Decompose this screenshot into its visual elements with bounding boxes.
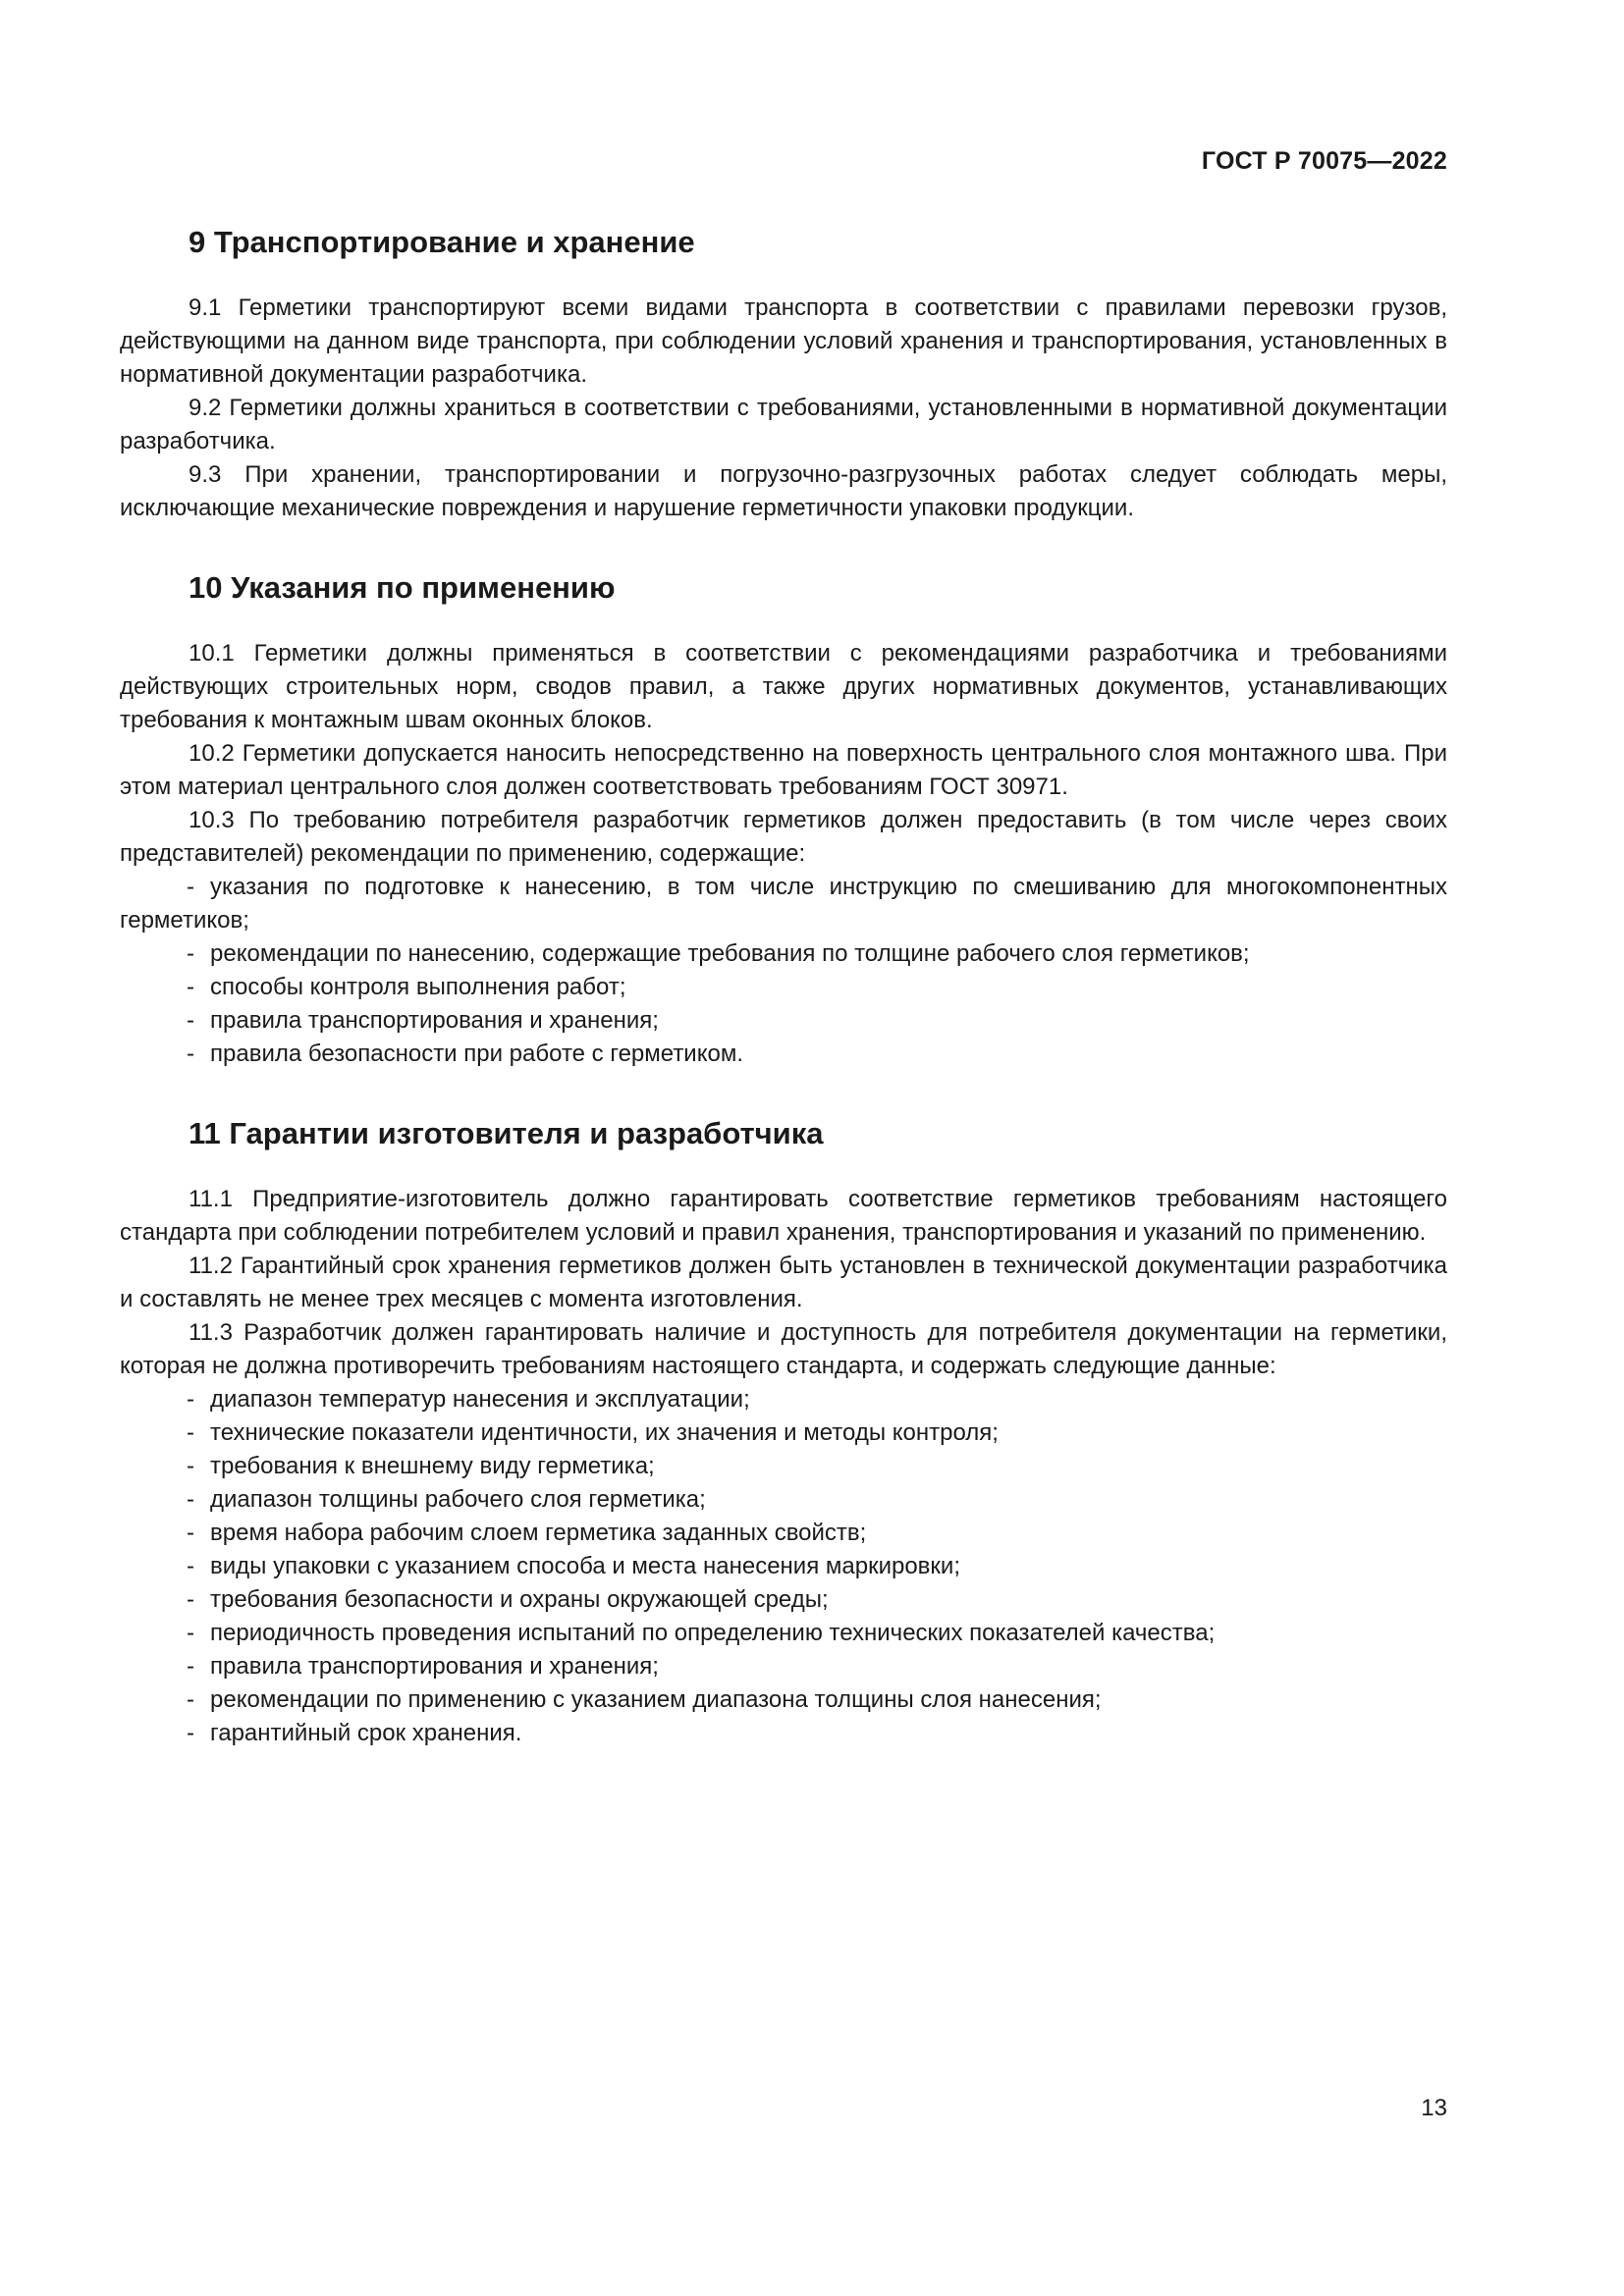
list-item: - технические показатели идентичности, их значения и методы контроля; xyxy=(187,1419,999,1446)
paragraph-9-1: 9.1 Герметики транспортируют всеми видами транспорта в соответствии с правилами перевозки грузов, действующими на данном виде транспорта, при соблюдении условий хранения и транспортирования, установленных в нормативной документации разработчика. xyxy=(120,294,1447,388)
list-item: - виды упаковки с указанием способа и места нанесения маркировки; xyxy=(187,1553,960,1579)
paragraph-11-1: 11.1 Предприятие-изготовитель должно гарантировать соответствие герметиков требованиям настоящего стандарта при соблюдении потребителем условий и правил хранения, транспортирования и указаний по применению. xyxy=(120,1186,1447,1246)
paragraph-9-3: 9.3 При хранении, транспортировании и погрузочно-разгрузочных работах следует соблюдать меры, исключающие механические повреждения и нарушение герметичности упаковки продукции. xyxy=(120,461,1447,521)
section-title: 9 Транспортирование и хранение xyxy=(189,225,695,259)
list-item: - рекомендации по нанесению, содержащие требования по толщине рабочего слоя герметиков; xyxy=(187,940,1250,967)
list-item: - указания по подготовке к нанесению, в том числе инструкцию по смешиванию для многокомпонентных герметиков; xyxy=(120,874,1447,934)
list-item: - гарантийный срок хранения. xyxy=(187,1720,522,1746)
list-item: - правила транспортирования и хранения; xyxy=(187,1007,659,1034)
section-title: 10 Указания по применению xyxy=(189,570,616,605)
list-item: - периодичность проведения испытаний по определению технических показателей качества; xyxy=(187,1620,1216,1646)
page-number: 13 xyxy=(1421,2095,1447,2121)
paragraph-9-2: 9.2 Герметики должны храниться в соответствии с требованиями, установленными в нормативной документации разработчика. xyxy=(120,395,1447,454)
section-title: 11 Гарантии изготовителя и разработчика xyxy=(189,1116,824,1150)
bullet-list-10-3 xyxy=(120,871,1447,1071)
list-item: - требования к внешнему виду герметика; xyxy=(187,1453,655,1479)
paragraph-10-3: 10.3 По требованию потребителя разработчик герметиков должен предоставить (в том числе через своих представителей) рекомендации по применению, содержащие: xyxy=(120,807,1447,867)
paragraph-11-3: 11.3 Разработчик должен гарантировать наличие и доступность для потребителя документации на герметики, которая не должна противоречить требованиям настоящего стандарта, и содержать следующие данные: xyxy=(120,1319,1447,1379)
list-item: - правила безопасности при работе с герметиком. xyxy=(187,1041,743,1067)
document-code-header: ГОСТ Р 70075—2022 xyxy=(1201,147,1447,175)
list-item: - рекомендации по применению с указанием диапазона толщины слоя нанесения; xyxy=(187,1686,1102,1713)
list-item: - требования безопасности и охраны окружающей среды; xyxy=(187,1586,829,1613)
section-11 xyxy=(120,1112,1447,1750)
paragraph-10-2: 10.2 Герметики допускается наносить непосредственно на поверхность центрального слоя монтажного шва. При этом материал центрального слоя должен соответствовать требованиям ГОСТ 30971. xyxy=(120,740,1447,800)
list-item: - время набора рабочим слоем герметика заданных свойств; xyxy=(187,1520,867,1546)
list-item: - диапазон толщины рабочего слоя герметика; xyxy=(187,1486,706,1513)
list-item: - способы контроля выполнения работ; xyxy=(187,974,626,1000)
section-10 xyxy=(120,566,1447,1071)
paragraph-11-2: 11.2 Гарантийный срок хранения герметиков должен быть установлен в технической документации разработчика и составлять не менее трех месяцев с момента изготовления. xyxy=(120,1253,1447,1312)
document-body xyxy=(120,221,1447,1791)
list-item: - правила транспортирования и хранения; xyxy=(187,1653,659,1680)
list-item: - диапазон температур нанесения и эксплуатации; xyxy=(187,1386,750,1413)
bullet-list-11-3 xyxy=(120,1383,1447,1750)
paragraph-10-1: 10.1 Герметики должны применяться в соответствии с рекомендациями разработчика и требованиями действующих строительных норм, сводов правил, а также других нормативных документов, устанавливающих требования к монтажным швам оконных блоков. xyxy=(120,640,1447,733)
section-9 xyxy=(120,221,1447,525)
